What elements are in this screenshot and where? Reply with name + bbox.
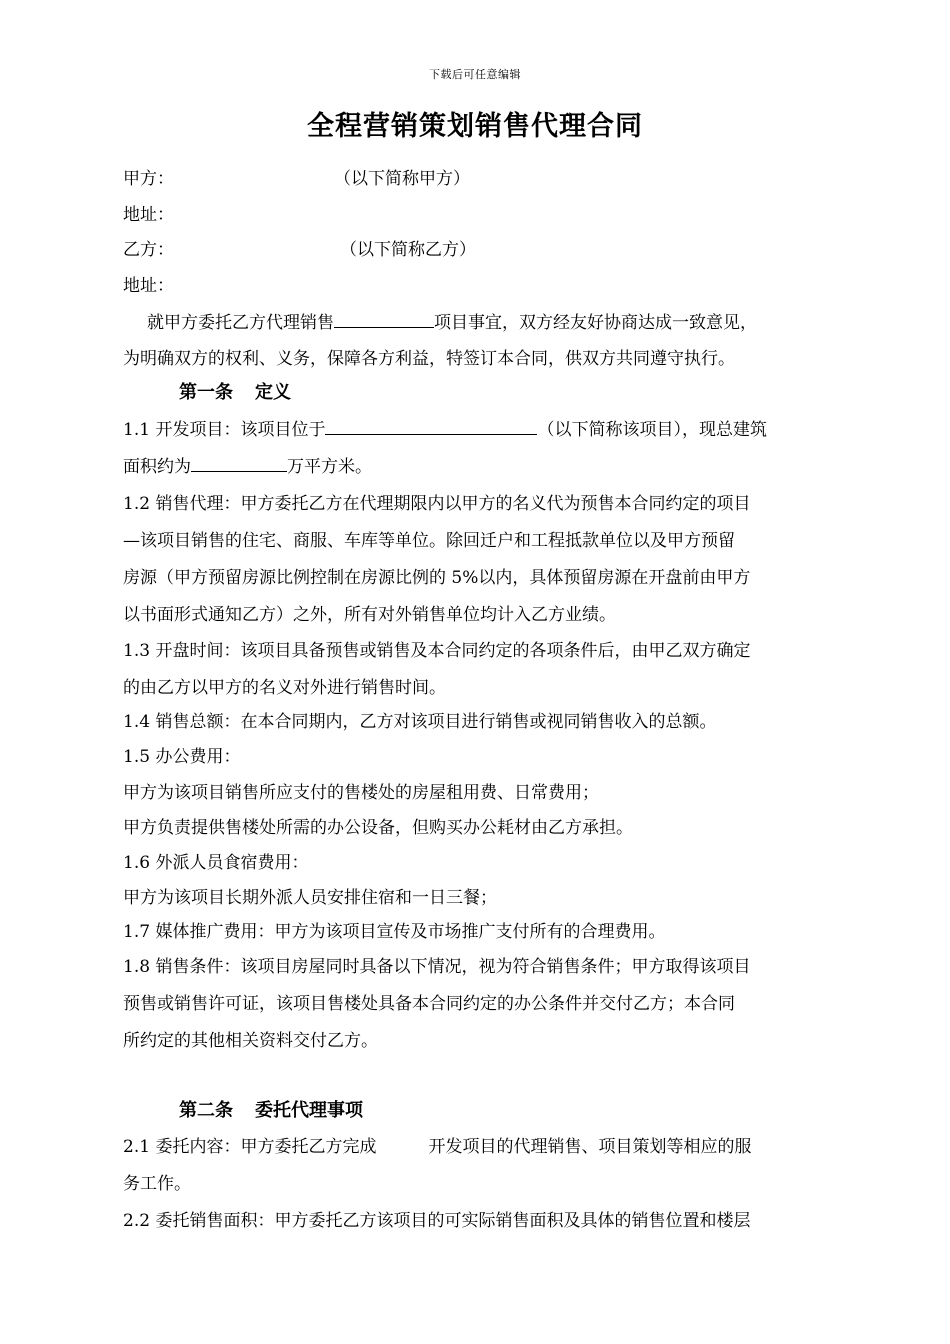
clause-1-2-line-1: 1.2 销售代理：甲方委托乙方在代理期限内以甲方的名义代为预售本合同约定的项目: [123, 494, 751, 514]
intro-line-2: 为明确双方的权利、义务，保障各方利益，特签订本合同，供双方共同遵守执行。: [123, 349, 735, 369]
clause-1-2-line-2: —该项目销售的住宅、商服、车库等单位。除回迁户和工程抵款单位以及甲方预留: [123, 531, 735, 551]
party-a-note: （以下简称甲方）: [334, 169, 470, 189]
clause-1-8-line-3: 所约定的其他相关资料交付乙方。: [123, 1031, 378, 1051]
intro-line-1: [123, 308, 857, 333]
clause-1-1-cont: [123, 452, 833, 477]
page-header-note: 下载后可任意编辑: [429, 68, 521, 81]
clause-1-6: 1.6 外派人员食宿费用：: [123, 853, 309, 873]
article-number: 第一条: [179, 382, 233, 403]
clause-1-4: 1.4 销售总额：在本合同期内，乙方对该项目进行销售或视同销售收入的总额。: [123, 712, 717, 732]
clause-text: 1.1 开发项目：该项目位于: [123, 420, 326, 440]
clause-2-2-line-1: 2.2 委托销售面积：甲方委托乙方该项目的可实际销售面积及具体的销售位置和楼层: [123, 1211, 751, 1231]
party-b-address: 地址：: [123, 276, 174, 296]
clause-1-5-a: 甲方为该项目销售所应支付的售楼处的房屋租用费、日常费用；: [123, 783, 599, 803]
clause-2-1: [123, 1132, 833, 1157]
project-name-blank[interactable]: [334, 309, 434, 328]
clause-1-3-line-1: 1.3 开盘时间：该项目具备预售或销售及本合同约定的各项条件后，由甲乙双方确定: [123, 641, 751, 661]
location-blank[interactable]: [325, 416, 537, 435]
intro-text: 项目事宜，双方经友好协商达成一致意见，: [434, 313, 757, 333]
clause-1-7: 1.7 媒体推广费用：甲方为该项目宣传及市场推广支付所有的合理费用。: [123, 922, 666, 942]
party-a-line: [123, 164, 833, 189]
clause-text: 2.1 委托内容：甲方委托乙方完成: [123, 1137, 377, 1157]
clause-1-1: [123, 415, 833, 440]
party-b-line: [123, 235, 833, 260]
clause-text: 开发项目的代理销售、项目策划等相应的服: [428, 1137, 752, 1157]
clause-1-8-line-1: 1.8 销售条件：该项目房屋同时具备以下情况，视为符合销售条件；甲方取得该项目: [123, 957, 751, 977]
clause-text: （以下简称该项目），现总建筑: [537, 420, 767, 440]
article-1-heading: [179, 378, 291, 404]
clause-1-2-line-3: 房源（甲方预留房源比例控制在房源比例的 5%以内，具体预留房源在开盘前由甲方: [123, 568, 751, 588]
clause-1-5-b: 甲方负责提供售楼处所需的办公设备，但购买办公耗材由乙方承担。: [123, 818, 633, 838]
article-name: 委托代理事项: [255, 1100, 363, 1121]
article-name: 定义: [255, 382, 291, 403]
party-b-label: 乙方：: [123, 240, 174, 260]
clause-2-1-cont: 务工作。: [123, 1174, 191, 1194]
clause-text: 面积约为: [123, 457, 191, 477]
party-b-note: （以下简称乙方）: [340, 240, 476, 260]
contract-title: 全程营销策划销售代理合同: [307, 111, 643, 142]
party-a-address: 地址：: [123, 205, 174, 225]
article-2-heading: [179, 1096, 363, 1122]
clause-1-6-a: 甲方为该项目长期外派人员安排住宿和一日三餐；: [123, 888, 497, 908]
clause-1-5: 1.5 办公费用：: [123, 747, 241, 767]
clause-text: 万平方米。: [287, 457, 372, 477]
article-number: 第二条: [179, 1100, 233, 1121]
area-blank[interactable]: [191, 453, 287, 472]
clause-1-3-line-2: 的由乙方以甲方的名义对外进行销售时间。: [123, 678, 446, 698]
party-a-label: 甲方：: [123, 169, 174, 189]
intro-text: 就甲方委托乙方代理销售: [147, 313, 334, 333]
clause-1-2-line-4: 以书面形式通知乙方）之外，所有对外销售单位均计入乙方业绩。: [123, 605, 616, 625]
clause-1-8-line-2: 预售或销售许可证，该项目售楼处具备本合同约定的办公条件并交付乙方；本合同: [123, 994, 735, 1014]
